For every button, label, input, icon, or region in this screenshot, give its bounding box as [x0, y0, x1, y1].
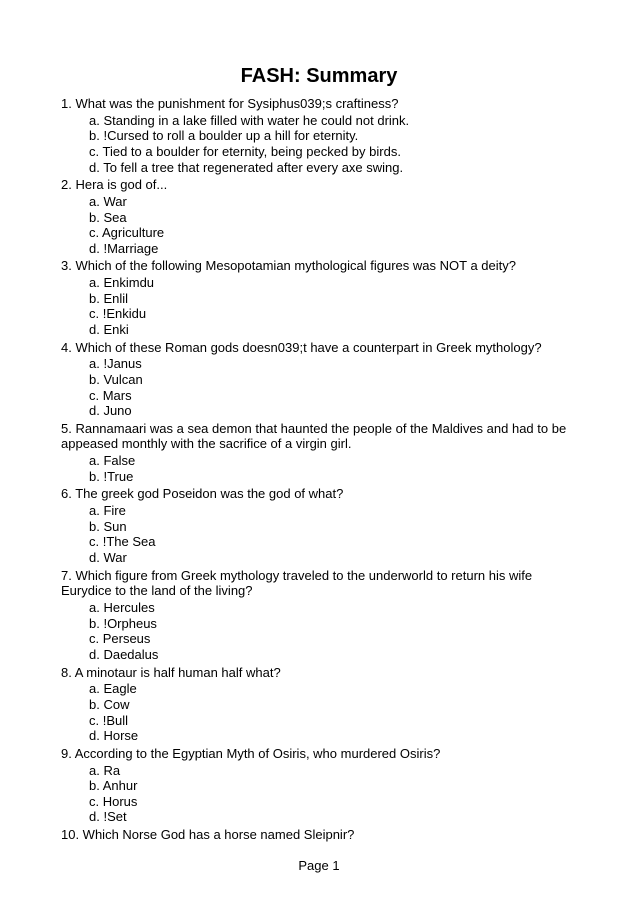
answer-option: d. Juno [89, 403, 132, 419]
answer-option: b. Anhur [89, 778, 138, 794]
answer-option: d. Daedalus [89, 647, 159, 663]
answer-option: d. !Marriage [89, 240, 159, 256]
answer-option: a. !Janus [89, 356, 142, 372]
answer-options [61, 763, 581, 825]
page-title: FASH: Summary [240, 65, 398, 87]
question-text: 2. Hera is god of... [61, 177, 168, 193]
question-text: 3. Which of the following Mesopotamian mythological figures was NOT a deity? [61, 258, 516, 274]
question-item [61, 177, 581, 256]
answer-options [61, 503, 581, 565]
question-item [61, 258, 581, 337]
answer-option: c. !Enkidu [89, 306, 147, 322]
answer-option: b. Enlil [89, 290, 129, 306]
question-text: 1. What was the punishment for Sysiphus039;s craftiness? [61, 96, 399, 111]
question-item [61, 665, 581, 744]
question-item [61, 96, 581, 175]
answer-option: a. Eagle [89, 681, 137, 697]
answer-option: a. Enkimdu [89, 275, 155, 291]
question-text: 8. A minotaur is half human half what? [61, 664, 281, 680]
answer-option: b. Sun [89, 518, 127, 534]
answer-option: c. !Bull [89, 712, 129, 728]
question-item [61, 340, 581, 419]
question-item [61, 421, 581, 485]
answer-option: d. Horse [89, 728, 139, 744]
answer-options [61, 113, 581, 175]
question-text: 10. Which Norse God has a horse named Sleipnir? [61, 826, 355, 842]
answer-option: a. Fire [89, 503, 126, 519]
question-item [61, 568, 581, 663]
answer-option: b. Cow [89, 697, 130, 712]
question-text: 4. Which of these Roman gods doesn039;t have a counterpart in Greek mythology? [61, 339, 542, 355]
question-text: 7. Which figure from Greek mythology traveled to the underworld to return his wife Eurydice to the land of the living? [61, 567, 533, 599]
answer-option: c. Perseus [89, 631, 151, 647]
answer-option: c. Agriculture [89, 225, 165, 241]
answer-option: b. !Orpheus [89, 615, 157, 631]
answer-option: c. !The Sea [89, 534, 156, 550]
page-number: Page 1 [298, 858, 340, 873]
question-item [61, 746, 581, 825]
answer-options [61, 600, 581, 662]
answer-option: b. Sea [89, 209, 127, 225]
answer-option: a. Standing in a lake filled with water he could not drink. [89, 112, 410, 128]
question-item [61, 486, 581, 565]
answer-option: c. Tied to a boulder for eternity, being pecked by birds. [89, 143, 401, 159]
answer-option: a. War [89, 193, 127, 209]
answer-option: d. To fell a tree that regenerated after every axe swing. [89, 159, 404, 175]
answer-option: b. Vulcan [89, 371, 143, 387]
answer-option: a. False [89, 453, 136, 469]
answer-option: b. !Cursed to roll a boulder up a hill for eternity. [89, 128, 359, 144]
question-text: 6. The greek god Poseidon was the god of what? [61, 486, 344, 502]
answer-option: d. Enki [89, 321, 129, 337]
answer-option: c. Horus [89, 793, 138, 809]
answer-option: c. Mars [89, 387, 132, 403]
answer-option: a. Ra [89, 762, 121, 778]
answer-option: a. Hercules [89, 600, 155, 616]
answer-option: b. !True [89, 468, 134, 484]
question-list [61, 96, 581, 844]
question-item [61, 827, 581, 843]
answer-options [61, 453, 581, 484]
answer-options [61, 681, 581, 743]
answer-option: d. War [89, 550, 127, 566]
answer-options [61, 275, 581, 337]
answer-options [61, 356, 581, 418]
answer-option: d. !Set [89, 809, 127, 825]
question-text: 9. According to the Egyptian Myth of Osiris, who murdered Osiris? [61, 745, 441, 761]
question-text: 5. Rannamaari was a sea demon that haunted the people of the Maldives and had to be appeased monthly with the sacrifice of a virgin girl. [61, 420, 567, 452]
answer-options [61, 194, 581, 256]
